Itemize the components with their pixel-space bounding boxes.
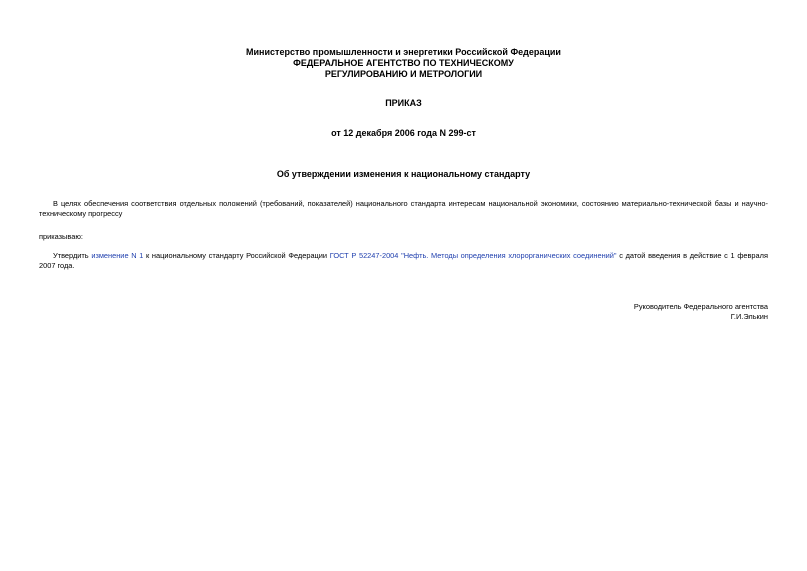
order-date: от 12 декабря 2006 года N 299-ст — [331, 128, 476, 138]
agency-name-line1: ФЕДЕРАЛЬНОЕ АГЕНТСТВО ПО ТЕХНИЧЕСКОМУ — [293, 58, 514, 68]
ministry-header — [0, 47, 807, 80]
ministry-name: Министерство промышленности и энергетики Российской Федерации — [246, 47, 561, 57]
order-subject: Об утверждении изменения к национальному стандарту — [276, 169, 531, 179]
preamble-paragraph: В целях обеспечения соответствия отдельных положений (требований, показателей) национального стандарта интересам национальной экономики, состоянию материально-технической базы и научно-техническому прогрессу — [39, 199, 768, 218]
agency-name-line2: РЕГУЛИРОВАНИЮ И МЕТРОЛОГИИ — [324, 69, 483, 79]
approval-prefix: Утвердить — [53, 251, 92, 260]
amendment-link[interactable]: изменение N 1 — [91, 251, 144, 260]
order-directive: приказываю: — [39, 232, 83, 241]
approval-middle: к национальному стандарту Российской Федерации — [143, 251, 330, 260]
approval-suffix: с датой введения в действие с 1 февраля 2007 года. — [39, 251, 768, 270]
signatory-position: Руководитель Федерального агентства — [633, 302, 768, 311]
order-title: ПРИКАЗ — [385, 98, 422, 108]
standard-link[interactable]: ГОСТ Р 52247-2004 "Нефть. Методы определения хлорорганических соединений" — [329, 251, 617, 260]
signatory-name: Г.И.Элькин — [730, 312, 768, 321]
approval-paragraph — [39, 251, 768, 271]
signature-block — [634, 302, 768, 322]
